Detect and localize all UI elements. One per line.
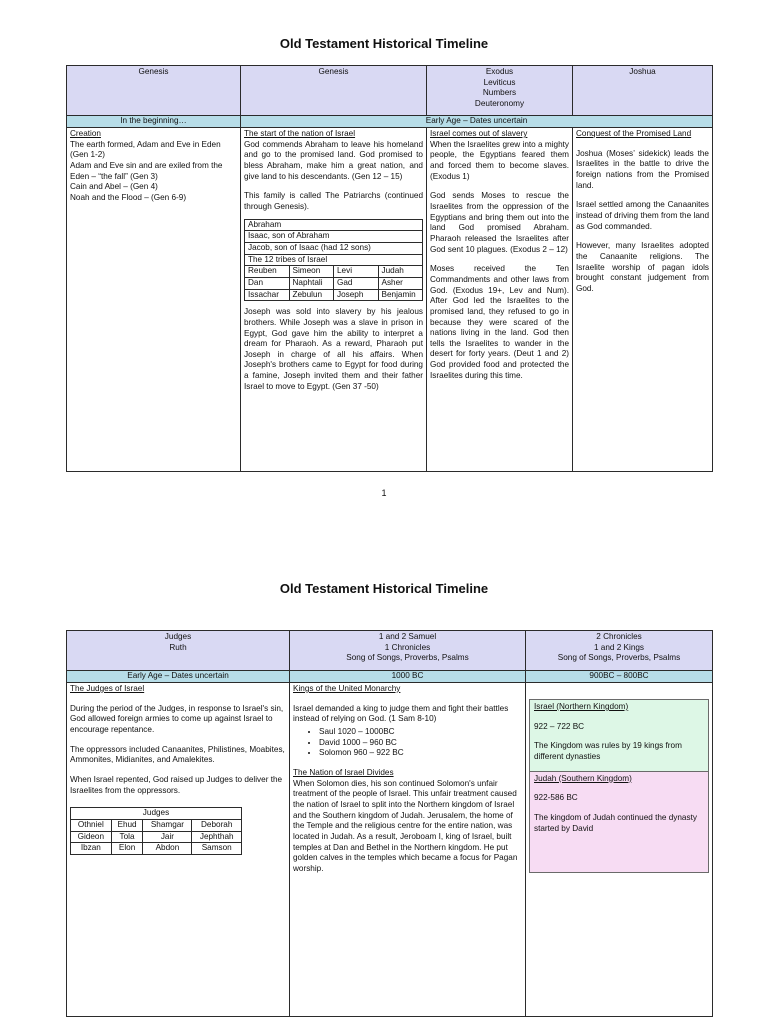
- section-creation: [67, 128, 241, 472]
- header-genesis-2: Genesis: [241, 66, 427, 116]
- paragraph: Israel demanded a king to judge them and fight their battles instead of relying on God. (1 Sam 8-10): [293, 703, 509, 724]
- section-heading: Judah (Southern Kingdom): [534, 773, 632, 783]
- tribe-cell: Naphtali: [289, 277, 334, 289]
- header-judges-ruth: Judges Ruth: [67, 631, 290, 671]
- section-conquest: [573, 128, 713, 472]
- tribe-cell: Judah: [378, 266, 423, 278]
- tribe-cell: Simeon: [289, 266, 334, 278]
- list-item: • Solomon 960 – 922 BC: [319, 748, 522, 759]
- judge-cell: Abdon: [143, 843, 192, 855]
- patriarch-row: Isaac, son of Abraham: [245, 231, 423, 243]
- paragraph: When Solomon dies, his son continued Solomon's unfair treatment of the people of Israel. This unfair treatment caused the nation of Israel to split into the Northern kingdom of Israel and the Southern kingdom of Judah. Jerusalem, the home of the Temple and the religious centre for the entire nation, was located in Judah. As a result, Jeroboam I, king of Israel, built temples at Dan and Bethel in the Northern kingdom. He put golden calves in the temples which became a focus for Pagan worship.: [293, 778, 518, 873]
- header-genesis-1: Genesis: [67, 66, 241, 116]
- section-out-of-slavery: [427, 128, 573, 472]
- dates: 922-586 BC: [534, 793, 578, 803]
- section-heading: Kings of the United Monarchy: [293, 684, 401, 693]
- patriarch-row: Jacob, son of Isaac (had 12 sons): [245, 242, 423, 254]
- paragraph: Joseph was sold into slavery by his jealous brothers. While Joseph was a slave in prison in Egypt, God gave him the ability to interpret a dream for Pharaoh. As a reward, Pharaoh put Joseph in charge of all his affairs. When Joseph's brothers came to Egypt for food during a famine, Joseph invited them and their father Israel to move to Egypt. (Gen 37 -50): [244, 307, 423, 391]
- tribe-cell: Dan: [245, 277, 290, 289]
- tribe-cell: Joseph: [334, 289, 379, 301]
- paragraph: When Israel repented, God raised up Judges to deliver the Israelites from the oppressors.: [70, 774, 283, 795]
- page-2: [0, 540, 768, 1024]
- patriarch-row: Abraham: [245, 219, 423, 231]
- judge-cell: Ibzan: [71, 843, 112, 855]
- header-joshua: Joshua: [573, 66, 713, 116]
- patriarchs-table: [244, 219, 423, 302]
- creation-line: Noah and the Flood – (Gen 6-9): [70, 192, 187, 202]
- paragraph: Israel settled among the Canaanites instead of driving them from the land as God commanded.: [576, 200, 709, 231]
- page-number: 1: [381, 488, 387, 498]
- paragraph: This family is called The Patriarchs (continued through Genesis).: [244, 191, 423, 211]
- paragraph: Joshua (Moses’ sidekick) leads the Israelites in the battle to drive the foreign nations from the Promised land.: [576, 148, 709, 190]
- judge-cell: Jair: [143, 831, 192, 843]
- header-exodus-deuteronomy: Exodus Leviticus Numbers Deuteronomy: [427, 66, 573, 116]
- page-title: Old Testament Historical Timeline: [279, 36, 489, 51]
- northern-kingdom-box: [529, 699, 709, 772]
- judges-table: [70, 807, 242, 855]
- era-early-age: Early Age – Dates uncertain: [67, 671, 290, 683]
- paragraph: God commends Abraham to leave his homeland and go to the promised land. God promised to bless Abraham, make him a great nation, and give land to his descendants. (Gen 12 – 15): [244, 139, 423, 181]
- paragraph: However, many Israelites adopted the Canaanite religions. The Israelite worship of pagan idols brought constant judgement from God.: [576, 241, 709, 293]
- judge-cell: Deborah: [192, 819, 242, 831]
- creation-line: Cain and Abel – (Gen 4): [70, 182, 158, 192]
- era-1000bc: 1000 BC: [290, 671, 526, 683]
- tribe-cell: Issachar: [245, 289, 290, 301]
- tribe-cell: Zebulun: [289, 289, 334, 301]
- section-heading: The Nation of Israel Divides: [293, 767, 394, 777]
- section-heading: Israel comes out of slavery: [430, 129, 528, 138]
- tribe-cell: Asher: [378, 277, 423, 289]
- timeline-table-2: [66, 630, 713, 1017]
- judge-cell: Tola: [111, 831, 143, 843]
- creation-line: Adam and Eve sin and are exiled from the Eden – “the fall” (Gen 3): [70, 160, 223, 181]
- paragraph: The kingdom of Judah continued the dynasty started by David: [534, 812, 697, 833]
- southern-kingdom-box: [529, 772, 709, 873]
- judge-cell: Ehud: [111, 819, 143, 831]
- section-heading: The start of the nation of Israel: [244, 129, 356, 138]
- section-heading: Israel (Northern Kingdom): [534, 702, 629, 711]
- patriarch-row: The 12 tribes of Israel: [245, 254, 423, 266]
- tribe-cell: Reuben: [245, 266, 290, 278]
- era-900-800bc: 900BC – 800BC: [526, 671, 713, 683]
- paragraph: During the period of the Judges, in response to Israel's sin, God allowed foreign armies to come up against Israel to encourage repentance.: [70, 703, 284, 734]
- paragraph: The oppressors included Canaanites, Philistines, Moabites, Ammonites, Midianites, and Amalekites.: [70, 744, 285, 765]
- section-united-monarchy: [290, 683, 526, 1017]
- section-judges: [67, 683, 290, 1017]
- header-samuel-chronicles: 1 and 2 Samuel 1 Chronicles Song of Songs, Proverbs, Psalms: [290, 631, 526, 671]
- paragraph: When the Israelites grew into a mighty people, the Egyptians feared them and forced them to become slaves. (Exodus 1): [430, 139, 569, 181]
- section-start-of-israel: [241, 128, 427, 472]
- judges-table-title: Judges: [71, 808, 242, 820]
- tribe-cell: Benjamin: [378, 289, 423, 301]
- judge-cell: Jephthah: [192, 831, 242, 843]
- era-in-the-beginning: In the beginning…: [67, 116, 241, 128]
- tribe-cell: Gad: [334, 277, 379, 289]
- judge-cell: Elon: [111, 843, 143, 855]
- kings-list: [293, 727, 522, 759]
- list-item: • Saul 1020 – 1000BC: [319, 727, 522, 738]
- section-heading: The Judges of Israel: [70, 684, 145, 693]
- list-item: • David 1000 – 960 BC: [319, 738, 522, 749]
- judge-cell: Othniel: [71, 819, 112, 831]
- page-title: Old Testament Historical Timeline: [279, 581, 489, 596]
- section-heading: Conquest of the Promised Land: [576, 129, 692, 138]
- section-divided-kingdom: [526, 683, 713, 1017]
- section-heading: Creation: [70, 129, 101, 138]
- tribe-cell: Levi: [334, 266, 379, 278]
- judge-cell: Samson: [192, 843, 242, 855]
- era-early-age: Early Age – Dates uncertain: [241, 116, 713, 128]
- dates: 922 – 722 BC: [534, 721, 585, 731]
- paragraph: God sends Moses to rescue the Israelites from the oppression of the Egyptians and bring them out into the land God promised Abraham. Pharaoh released the Israelites after God sent 10 plagues. (Exodus 2 – 12): [430, 191, 569, 254]
- paragraph: The Kingdom was rules by 19 kings from different dynasties: [534, 741, 682, 761]
- timeline-table-1: [66, 65, 713, 472]
- judge-cell: Shamgar: [143, 819, 192, 831]
- header-chronicles-kings: 2 Chronicles 1 and 2 Kings Song of Songs, Proverbs, Psalms: [526, 631, 713, 671]
- judge-cell: Gideon: [71, 831, 112, 843]
- creation-line: The earth formed, Adam and Eve in Eden (Gen 1-2): [70, 139, 221, 160]
- paragraph: Moses received the Ten Commandments and other laws from God. (Exodus 19+, Lev and Num). After God led the Israelites to the promised land, they refused to go in because they were scared of the nations living in the land. God then tells the Israelites to wander in the desert for forty years. (Deut 1 and 2) God provided food and protected the Israelites during this time.: [430, 264, 569, 380]
